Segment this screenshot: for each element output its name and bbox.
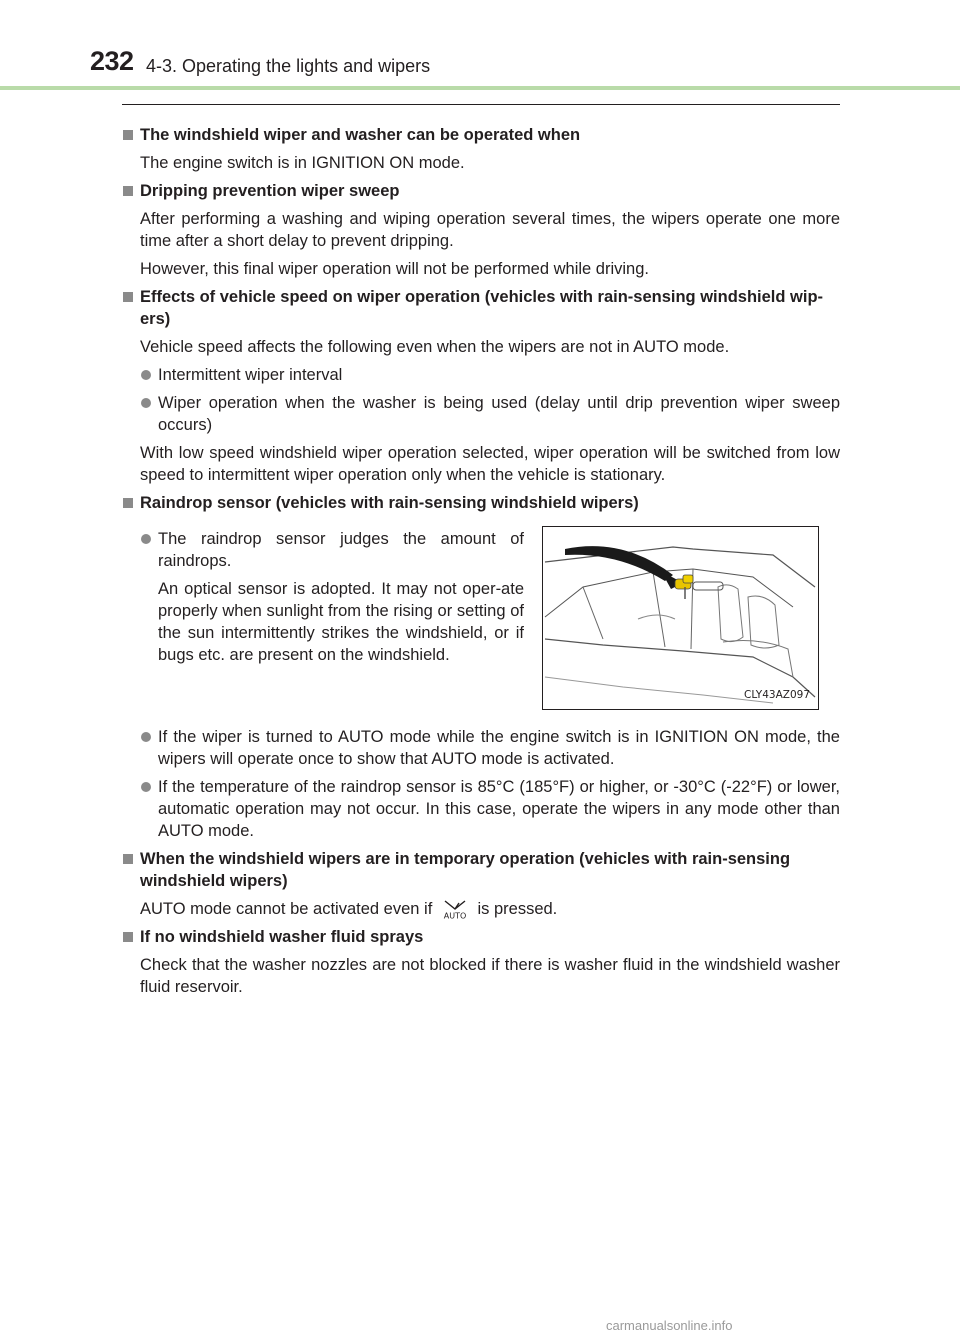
watermark-text: carmanualsonline.info	[606, 1318, 733, 1333]
section-title: 4-3. Operating the lights and wipers	[146, 56, 431, 76]
sensor-info-block	[122, 522, 840, 710]
heading-dripping-prevention: Dripping prevention wiper sweep	[122, 180, 840, 202]
paragraph: However, this final wiper operation will not be performed while driving.	[140, 260, 649, 278]
heading-no-washer-fluid: If no windshield washer fluid sprays	[122, 926, 840, 948]
heading-raindrop-sensor: Raindrop sensor (vehicles with rain-sensing windshield wipers)	[122, 492, 840, 514]
paragraph	[122, 898, 840, 920]
top-rule	[122, 104, 840, 105]
paragraph: Check that the washer nozzles are not blocked if there is washer fluid in the windshield washer fluid reservoir.	[140, 956, 840, 996]
bullet-item: If the wiper is turned to AUTO mode while the engine switch is in IGNITION ON mode, the wipers will operate once to show that AUTO mode is activated.	[122, 726, 840, 770]
auto-wiper-icon	[437, 898, 473, 920]
bullet-item: If the temperature of the raindrop sensor is 85°C (185°F) or higher, or -30°C (-22°F) or lower, automatic operation may not occur. In this case, operate the wipers in any mode other than AUTO mode.	[122, 776, 840, 842]
page-header	[0, 0, 960, 92]
page-number: 232	[90, 46, 134, 76]
paragraph: The engine switch is in IGNITION ON mode.	[140, 154, 465, 172]
bullet-item: Wiper operation when the washer is being used (delay until drip prevention wiper sweep occurs)	[122, 392, 840, 436]
heading-temporary-operation: When the windshield wipers are in temporary operation (vehicles with rain-sensing windshield wipers)	[122, 848, 840, 892]
header-divider	[0, 86, 960, 90]
bullet-item: The raindrop sensor judges the amount of raindrops.	[122, 528, 524, 572]
windshield-sensor-drawing	[543, 527, 818, 709]
auto-icon-label: AUTO	[443, 911, 467, 920]
paragraph: With low speed windshield wiper operation selected, wiper operation will be switched from low speed to intermittent wiper operation only when the vehicle is stationary.	[140, 444, 840, 484]
paragraph: An optical sensor is adopted. It may not oper-ate properly when sunlight from the rising or setting of the sun intermittently strikes the windshield, or if bugs etc. are present on the windshield.	[158, 580, 524, 664]
text-before-icon: AUTO mode cannot be activated even if	[140, 900, 433, 918]
page-content	[122, 118, 840, 998]
paragraph: Vehicle speed affects the following even when the wipers are not in AUTO mode.	[140, 338, 730, 356]
heading-wiper-operated-when: The windshield wiper and washer can be operated when	[122, 124, 840, 146]
text-after-icon: is pressed.	[477, 900, 558, 918]
bullet-item: Intermittent wiper interval	[122, 364, 840, 386]
heading-vehicle-speed-effects: Effects of vehicle speed on wiper operation (vehicles with rain-sensing windshield wip-ers)	[122, 286, 840, 330]
raindrop-sensor-illustration	[542, 526, 819, 710]
paragraph: After performing a washing and wiping operation several times, the wipers operate one more time after a short delay to prevent dripping.	[140, 210, 840, 250]
figure-code: CLY43AZ097	[744, 689, 810, 701]
